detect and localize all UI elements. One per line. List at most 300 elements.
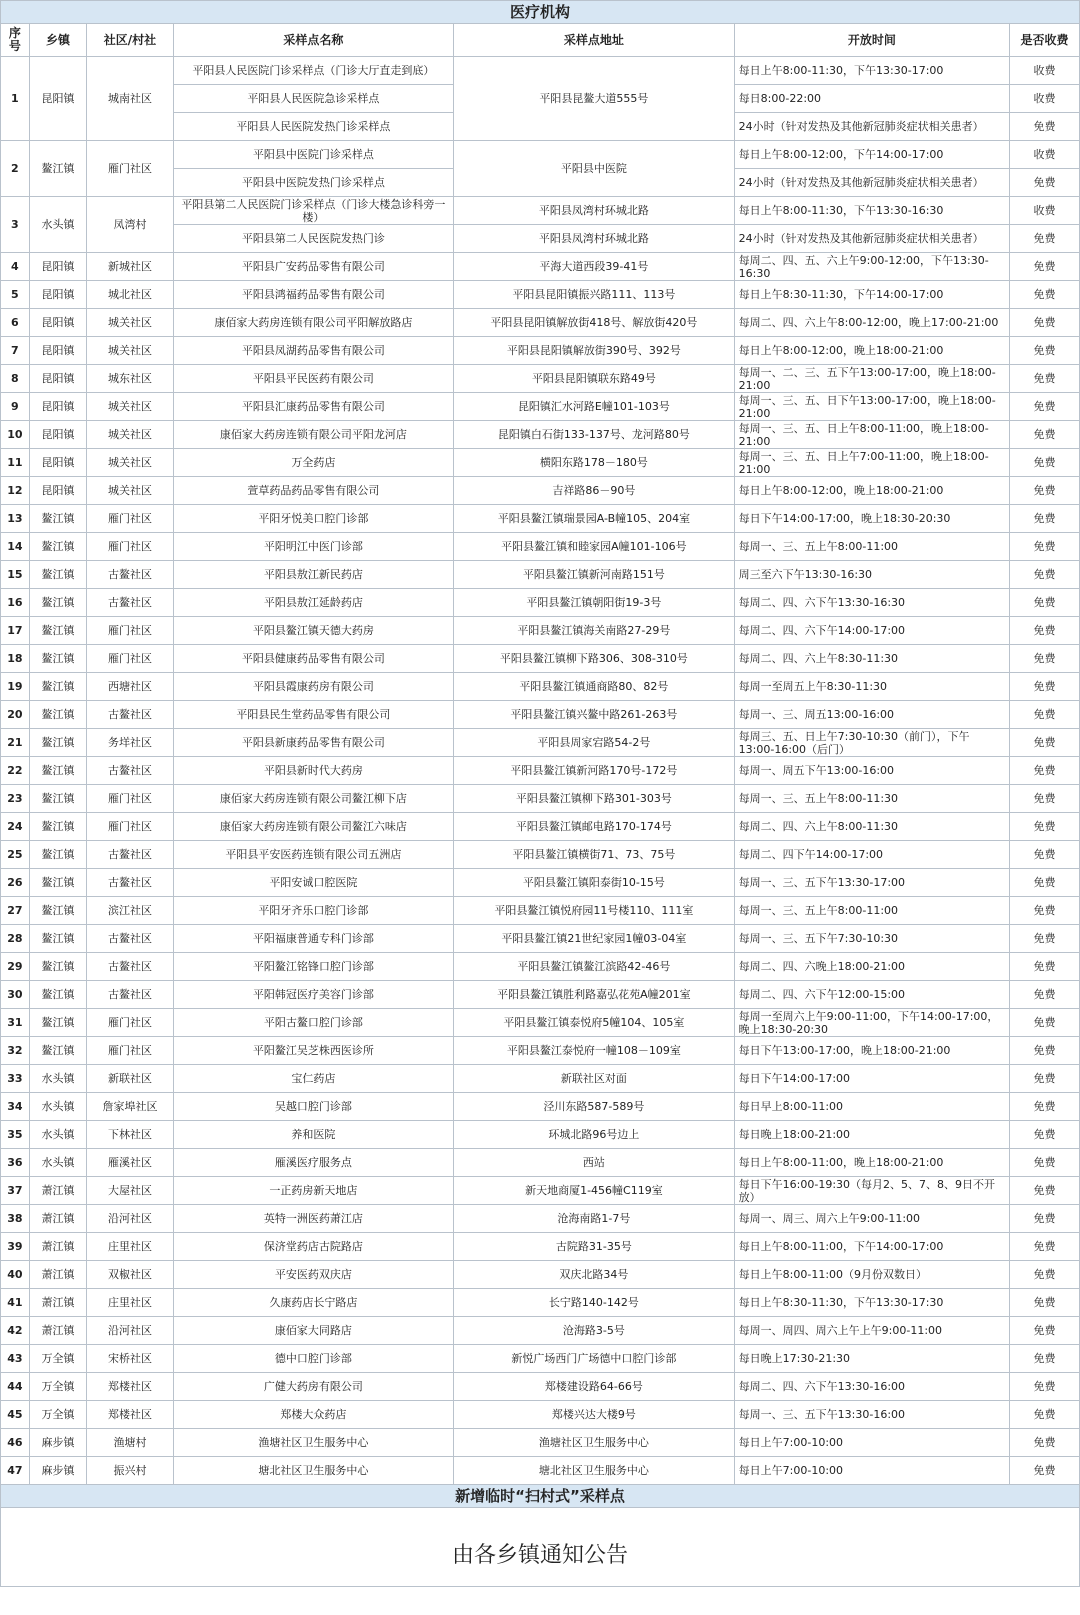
cell-town: 鳌江镇 [29,645,87,673]
table-row [1,1233,1080,1261]
cell-site-name: 平阳县凤湖药品零售有限公司 [173,337,454,365]
cell-site-name: 平阳县民生堂药品零售有限公司 [173,701,454,729]
cell-site-name: 平阳县新康药品零售有限公司 [173,729,454,757]
cell-site-address: 吉祥路86－90号 [454,477,735,505]
cell-fee: 免费 [1010,561,1080,589]
cell-site-address: 双庆北路34号 [454,1261,735,1289]
cell-open-time: 每日上午8:00-11:30，下午13:30-16:30 [734,197,1009,225]
cell-town: 鳌江镇 [29,729,87,757]
cell-fee: 收费 [1010,85,1080,113]
cell-seq: 29 [1,953,30,981]
cell-open-time: 每周一、周四、周六上午上午9:00-11:00 [734,1317,1009,1345]
cell-community: 城关社区 [87,393,173,421]
cell-seq: 26 [1,869,30,897]
cell-site-address: 平阳县鳌江镇柳下路306、308-310号 [454,645,735,673]
cell-site-name: 英特一洲医药萧江店 [173,1205,454,1233]
cell-seq: 12 [1,477,30,505]
cell-town: 昆阳镇 [29,337,87,365]
table-row [1,1345,1080,1373]
cell-community: 城南社区 [87,57,173,141]
cell-seq: 47 [1,1457,30,1485]
cell-site-address: 泾川东路587-589号 [454,1093,735,1121]
cell-site-name: 渔塘社区卫生服务中心 [173,1429,454,1457]
cell-site-name: 平阳明江中医门诊部 [173,533,454,561]
cell-fee: 免费 [1010,981,1080,1009]
table-row [1,757,1080,785]
cell-site-name: 平阳县中医院发热门诊采样点 [173,169,454,197]
cell-community: 雁门社区 [87,1009,173,1037]
cell-site-address: 沧海南路1-7号 [454,1205,735,1233]
cell-fee: 收费 [1010,197,1080,225]
cell-community: 下林社区 [87,1121,173,1149]
cell-site-address: 郑楼建设路64-66号 [454,1373,735,1401]
cell-fee: 免费 [1010,1177,1080,1205]
cell-open-time: 每周二、四、六上午8:30-11:30 [734,645,1009,673]
cell-fee: 免费 [1010,533,1080,561]
cell-community: 庄里社区 [87,1289,173,1317]
cell-fee: 免费 [1010,617,1080,645]
cell-site-name: 久康药店长宁路店 [173,1289,454,1317]
table-row [1,1429,1080,1457]
cell-fee: 免费 [1010,505,1080,533]
cell-site-address: 古院路31-35号 [454,1233,735,1261]
cell-site-name: 平阳安诚口腔医院 [173,869,454,897]
cell-site-name: 康佰家大同路店 [173,1317,454,1345]
cell-open-time: 每周二、四、六下午13:30-16:30 [734,589,1009,617]
cell-town: 鳌江镇 [29,869,87,897]
cell-fee: 免费 [1010,113,1080,141]
cell-town: 水头镇 [29,197,87,253]
cell-town: 鳌江镇 [29,841,87,869]
cell-community: 城北社区 [87,281,173,309]
cell-site-name: 康佰家大药房连锁有限公司平阳龙河店 [173,421,454,449]
cell-fee: 免费 [1010,281,1080,309]
cell-seq: 20 [1,701,30,729]
table-row [1,365,1080,393]
cell-open-time: 每周一、三、周五13:00-16:00 [734,701,1009,729]
cell-site-address: 平阳县凤湾村环城北路 [454,197,735,225]
cell-community: 古鳌社区 [87,953,173,981]
cell-fee: 免费 [1010,449,1080,477]
cell-fee: 免费 [1010,1233,1080,1261]
table-body [1,57,1080,1485]
cell-seq: 11 [1,449,30,477]
cell-site-name: 郑楼大众药店 [173,1401,454,1429]
cell-site-address: 平阳县鳌江镇新河南路151号 [454,561,735,589]
cell-community: 大屋社区 [87,1177,173,1205]
cell-town: 万全镇 [29,1401,87,1429]
cell-seq: 31 [1,1009,30,1037]
cell-fee: 免费 [1010,813,1080,841]
table-row [1,897,1080,925]
table-row [1,953,1080,981]
cell-open-time: 24小时（针对发热及其他新冠肺炎症状相关患者） [734,113,1009,141]
cell-site-address: 昆阳镇白石街133-137号、龙河路80号 [454,421,735,449]
cell-open-time: 每日上午8:00-11:00（9月份双数日） [734,1261,1009,1289]
table-row [1,253,1080,281]
cell-site-address: 平阳县昆鳌大道555号 [454,57,735,141]
table-row [1,561,1080,589]
cell-fee: 免费 [1010,1093,1080,1121]
cell-seq: 13 [1,505,30,533]
cell-community: 城关社区 [87,449,173,477]
cell-site-name: 平阳县汇康药品零售有限公司 [173,393,454,421]
cell-seq: 21 [1,729,30,757]
cell-community: 西塘社区 [87,673,173,701]
table-row [1,1261,1080,1289]
cell-town: 萧江镇 [29,1317,87,1345]
cell-site-name: 德中口腔门诊部 [173,1345,454,1373]
cell-seq: 43 [1,1345,30,1373]
cell-site-name: 平阳县人民医院发热门诊采样点 [173,113,454,141]
cell-seq: 8 [1,365,30,393]
table-row [1,309,1080,337]
cell-fee: 免费 [1010,1317,1080,1345]
cell-fee: 免费 [1010,1345,1080,1373]
cell-open-time: 每日下午14:00-17:00，晚上18:30-20:30 [734,505,1009,533]
cell-town: 昆阳镇 [29,281,87,309]
cell-seq: 9 [1,393,30,421]
cell-site-name: 养和医院 [173,1121,454,1149]
cell-town: 鳌江镇 [29,897,87,925]
cell-community: 雁门社区 [87,617,173,645]
table-row [1,505,1080,533]
cell-site-name: 平阳福康普通专科门诊部 [173,925,454,953]
cell-fee: 免费 [1010,1289,1080,1317]
cell-site-address: 平阳县鳌江镇阳泰街10-15号 [454,869,735,897]
cell-site-address: 塘北社区卫生服务中心 [454,1457,735,1485]
cell-site-name: 雁溪医疗服务点 [173,1149,454,1177]
cell-open-time: 每日下午13:00-17:00，晚上18:00-21:00 [734,1037,1009,1065]
cell-fee: 免费 [1010,477,1080,505]
cell-fee: 免费 [1010,1121,1080,1149]
cell-town: 鳌江镇 [29,533,87,561]
cell-site-address: 昆阳镇汇水河路E幢101-103号 [454,393,735,421]
cell-town: 鳌江镇 [29,505,87,533]
cell-site-name: 平阳县人民医院门诊采样点（门诊大厅直走到底） [173,57,454,85]
cell-seq: 37 [1,1177,30,1205]
cell-site-name: 平阳县健康药品零售有限公司 [173,645,454,673]
cell-site-address: 平阳县昆阳镇解放街390号、392号 [454,337,735,365]
table-row [1,1373,1080,1401]
cell-town: 昆阳镇 [29,477,87,505]
cell-community: 城关社区 [87,337,173,365]
cell-open-time: 每日上午8:00-11:30，下午13:30-17:00 [734,57,1009,85]
cell-site-address: 环城北路96号边上 [454,1121,735,1149]
cell-town: 鳌江镇 [29,953,87,981]
table-row [1,1205,1080,1233]
cell-community: 雁门社区 [87,505,173,533]
cell-town: 鳌江镇 [29,1037,87,1065]
cell-community: 城关社区 [87,477,173,505]
cell-town: 万全镇 [29,1345,87,1373]
cell-site-address: 平阳县鳌江镇柳下路301-303号 [454,785,735,813]
cell-community: 古鳌社区 [87,757,173,785]
cell-fee: 免费 [1010,645,1080,673]
cell-site-name: 平阳县新时代大药房 [173,757,454,785]
cell-open-time: 每日上午7:00-10:00 [734,1457,1009,1485]
cell-open-time: 每日晚上18:00-21:00 [734,1121,1009,1149]
cell-open-time: 每周一、三、五下午13:30-17:00 [734,869,1009,897]
table-row [1,673,1080,701]
cell-seq: 30 [1,981,30,1009]
cell-town: 鳌江镇 [29,757,87,785]
cell-community: 古鳌社区 [87,701,173,729]
cell-seq: 3 [1,197,30,253]
header-town: 乡镇 [29,24,87,57]
cell-fee: 免费 [1010,953,1080,981]
cell-seq: 17 [1,617,30,645]
cell-site-address: 沧海路3-5号 [454,1317,735,1345]
cell-town: 鳌江镇 [29,981,87,1009]
cell-site-name: 平阳县平民医药有限公司 [173,365,454,393]
cell-town: 麻步镇 [29,1429,87,1457]
cell-town: 萧江镇 [29,1205,87,1233]
cell-open-time: 每周一、三、五上午8:00-11:30 [734,785,1009,813]
table-row [1,1009,1080,1037]
cell-fee: 免费 [1010,1429,1080,1457]
cell-town: 鳌江镇 [29,1009,87,1037]
table-row [1,1401,1080,1429]
cell-seq: 45 [1,1401,30,1429]
cell-open-time: 24小时（针对发热及其他新冠肺炎症状相关患者） [734,169,1009,197]
cell-town: 鳌江镇 [29,589,87,617]
cell-seq: 46 [1,1429,30,1457]
cell-fee: 免费 [1010,225,1080,253]
cell-town: 万全镇 [29,1373,87,1401]
cell-site-name: 萱草药品药品零售有限公司 [173,477,454,505]
cell-town: 麻步镇 [29,1457,87,1485]
cell-seq: 41 [1,1289,30,1317]
table-title: 医疗机构 [1,1,1080,24]
cell-town: 昆阳镇 [29,421,87,449]
cell-community: 雁门社区 [87,1037,173,1065]
table-row [1,1177,1080,1205]
cell-community: 雁溪社区 [87,1149,173,1177]
cell-fee: 免费 [1010,1205,1080,1233]
cell-open-time: 每日上午8:30-11:30，下午13:30-17:30 [734,1289,1009,1317]
cell-open-time: 每日上午8:00-12:00，晚上18:00-21:00 [734,477,1009,505]
cell-fee: 免费 [1010,421,1080,449]
cell-site-address: 平阳县鳌江镇鳌江滨路42-46号 [454,953,735,981]
header-site-name: 采样点名称 [173,24,454,57]
cell-open-time: 每日下午14:00-17:00 [734,1065,1009,1093]
cell-community: 郑楼社区 [87,1401,173,1429]
cell-site-name: 康佰家大药房连锁有限公司鳌江六味店 [173,813,454,841]
cell-seq: 44 [1,1373,30,1401]
cell-site-address: 新悦广场西门广场德中口腔门诊部 [454,1345,735,1373]
cell-site-address: 平阳县鳌江镇兴鳌中路261-263号 [454,701,735,729]
cell-open-time: 每周二、四、五、六上午9:00-12:00，下午13:30-16:30 [734,253,1009,281]
cell-open-time: 每周一、周五下午13:00-16:00 [734,757,1009,785]
cell-site-name: 平阳县敖江新民药店 [173,561,454,589]
cell-fee: 免费 [1010,673,1080,701]
cell-seq: 33 [1,1065,30,1093]
cell-site-address: 平阳县昆阳镇联东路49号 [454,365,735,393]
cell-seq: 35 [1,1121,30,1149]
cell-town: 鳌江镇 [29,617,87,645]
cell-site-address: 平阳县中医院 [454,141,735,197]
cell-site-name: 平阳县霞康药房有限公司 [173,673,454,701]
cell-site-name: 平阳鳌江吴芝株西医诊所 [173,1037,454,1065]
cell-site-address: 平阳县鳌江镇胜利路嘉弘花苑A幢201室 [454,981,735,1009]
cell-site-name: 平阳韩冠医疗美容门诊部 [173,981,454,1009]
cell-site-name: 平阳鳌江铭锋口腔门诊部 [173,953,454,981]
cell-fee: 免费 [1010,897,1080,925]
table-row [1,1065,1080,1093]
table-row [1,841,1080,869]
cell-site-name: 平安医药双庆店 [173,1261,454,1289]
cell-community: 古鳌社区 [87,841,173,869]
table-row [1,197,1080,225]
table-row [1,1121,1080,1149]
cell-open-time: 每日上午8:30-11:30，下午14:00-17:00 [734,281,1009,309]
cell-site-address: 平阳县周家宕路54-2号 [454,729,735,757]
cell-open-time: 每周一、三、五、日上午8:00-11:00，晚上18:00-21:00 [734,421,1009,449]
cell-seq: 15 [1,561,30,589]
cell-seq: 18 [1,645,30,673]
cell-site-address: 平阳县鳌江镇悦府园11号楼110、111室 [454,897,735,925]
cell-site-name: 平阳县人民医院急诊采样点 [173,85,454,113]
cell-site-address: 平阳县鳌江镇泰悦府5幢104、105室 [454,1009,735,1037]
table-row [1,533,1080,561]
cell-open-time: 每日上午8:00-11:00，晚上18:00-21:00 [734,1149,1009,1177]
cell-open-time: 每日上午8:00-12:00，晚上18:00-21:00 [734,337,1009,365]
cell-open-time: 每周一、三、五、日下午13:00-17:00，晚上18:00-21:00 [734,393,1009,421]
cell-town: 昆阳镇 [29,365,87,393]
cell-seq: 14 [1,533,30,561]
cell-site-name: 平阳县广安药品零售有限公司 [173,253,454,281]
cell-fee: 免费 [1010,1149,1080,1177]
cell-fee: 免费 [1010,1261,1080,1289]
cell-open-time: 每周一至周五上午8:30-11:30 [734,673,1009,701]
cell-community: 古鳌社区 [87,589,173,617]
cell-community: 宋桥社区 [87,1345,173,1373]
cell-community: 雁门社区 [87,533,173,561]
cell-site-address: 平阳县昆阳镇振兴路111、113号 [454,281,735,309]
table-row [1,869,1080,897]
cell-open-time: 每周二、四、六下午14:00-17:00 [734,617,1009,645]
cell-community: 沿河社区 [87,1205,173,1233]
cell-site-address: 平阳县鳌江镇海关南路27-29号 [454,617,735,645]
table-row [1,813,1080,841]
cell-fee: 免费 [1010,1065,1080,1093]
cell-site-address: 平阳县鳌江镇新河路170号-172号 [454,757,735,785]
cell-fee: 免费 [1010,337,1080,365]
cell-town: 水头镇 [29,1093,87,1121]
cell-site-address: 郑楼兴达大楼9号 [454,1401,735,1429]
cell-town: 水头镇 [29,1121,87,1149]
table-row [1,981,1080,1009]
cell-town: 昆阳镇 [29,57,87,141]
cell-site-address: 平阳县鳌江镇邮电路170-174号 [454,813,735,841]
cell-fee: 免费 [1010,785,1080,813]
cell-site-name: 保济堂药店古院路店 [173,1233,454,1261]
table-row [1,281,1080,309]
cell-fee: 收费 [1010,141,1080,169]
cell-open-time: 每周一、三、五下午7:30-10:30 [734,925,1009,953]
cell-open-time: 每周三、五、日上午7:30-10:30（前门），下午13:00-16:00（后门） [734,729,1009,757]
cell-community: 滨江社区 [87,897,173,925]
cell-town: 鳌江镇 [29,785,87,813]
cell-community: 城关社区 [87,309,173,337]
cell-town: 鳌江镇 [29,925,87,953]
table-row [1,337,1080,365]
cell-seq: 32 [1,1037,30,1065]
table-row [1,477,1080,505]
cell-seq: 6 [1,309,30,337]
cell-seq: 25 [1,841,30,869]
cell-open-time: 每日8:00-22:00 [734,85,1009,113]
cell-site-address: 平阳县鳌江镇通商路80、82号 [454,673,735,701]
cell-town: 水头镇 [29,1149,87,1177]
table-row [1,729,1080,757]
cell-site-address: 横阳东路178－180号 [454,449,735,477]
table-row [1,421,1080,449]
cell-town: 水头镇 [29,1065,87,1093]
cell-fee: 免费 [1010,757,1080,785]
cell-site-address: 渔塘社区卫生服务中心 [454,1429,735,1457]
cell-town: 萧江镇 [29,1289,87,1317]
cell-fee: 免费 [1010,393,1080,421]
cell-seq: 24 [1,813,30,841]
cell-town: 昆阳镇 [29,449,87,477]
cell-seq: 1 [1,57,30,141]
cell-town: 昆阳镇 [29,253,87,281]
cell-site-name: 吴越口腔门诊部 [173,1093,454,1121]
notice-cell [1,1508,1080,1587]
table-row [1,1149,1080,1177]
cell-seq: 39 [1,1233,30,1261]
cell-seq: 38 [1,1205,30,1233]
cell-open-time: 每周一、三、五下午13:30-16:00 [734,1401,1009,1429]
cell-community: 古鳌社区 [87,981,173,1009]
cell-open-time: 每周二、四、六上午8:00-11:30 [734,813,1009,841]
cell-community: 古鳌社区 [87,561,173,589]
cell-site-name: 平阳县鳌江镇天德大药房 [173,617,454,645]
cell-fee: 免费 [1010,841,1080,869]
cell-open-time: 每周二、四、六上午8:00-12:00，晚上17:00-21:00 [734,309,1009,337]
notice-text: 由各乡镇通知公告 [451,1542,628,1568]
table-row [1,1457,1080,1485]
cell-open-time: 每日上午7:00-10:00 [734,1429,1009,1457]
cell-open-time: 每日晚上17:30-21:30 [734,1345,1009,1373]
header-site-address: 采样点地址 [454,24,735,57]
cell-community: 古鳌社区 [87,925,173,953]
cell-seq: 28 [1,925,30,953]
cell-town: 鳌江镇 [29,141,87,197]
cell-community: 新联社区 [87,1065,173,1093]
cell-open-time: 每周二、四、六下午13:30-16:00 [734,1373,1009,1401]
cell-community: 庄里社区 [87,1233,173,1261]
cell-fee: 免费 [1010,169,1080,197]
cell-community: 沿河社区 [87,1317,173,1345]
header-open-time: 开放时间 [734,24,1009,57]
cell-site-name: 万全药店 [173,449,454,477]
cell-seq: 36 [1,1149,30,1177]
cell-seq: 19 [1,673,30,701]
cell-seq: 7 [1,337,30,365]
table-row [1,589,1080,617]
cell-site-name: 平阳县敖江延龄药店 [173,589,454,617]
cell-community: 古鳌社区 [87,869,173,897]
cell-seq: 42 [1,1317,30,1345]
cell-site-address: 平海大道西段39-41号 [454,253,735,281]
cell-community: 雁门社区 [87,645,173,673]
cell-community: 新城社区 [87,253,173,281]
cell-site-address: 新天地商厦1-456幢C119室 [454,1177,735,1205]
table-row [1,645,1080,673]
